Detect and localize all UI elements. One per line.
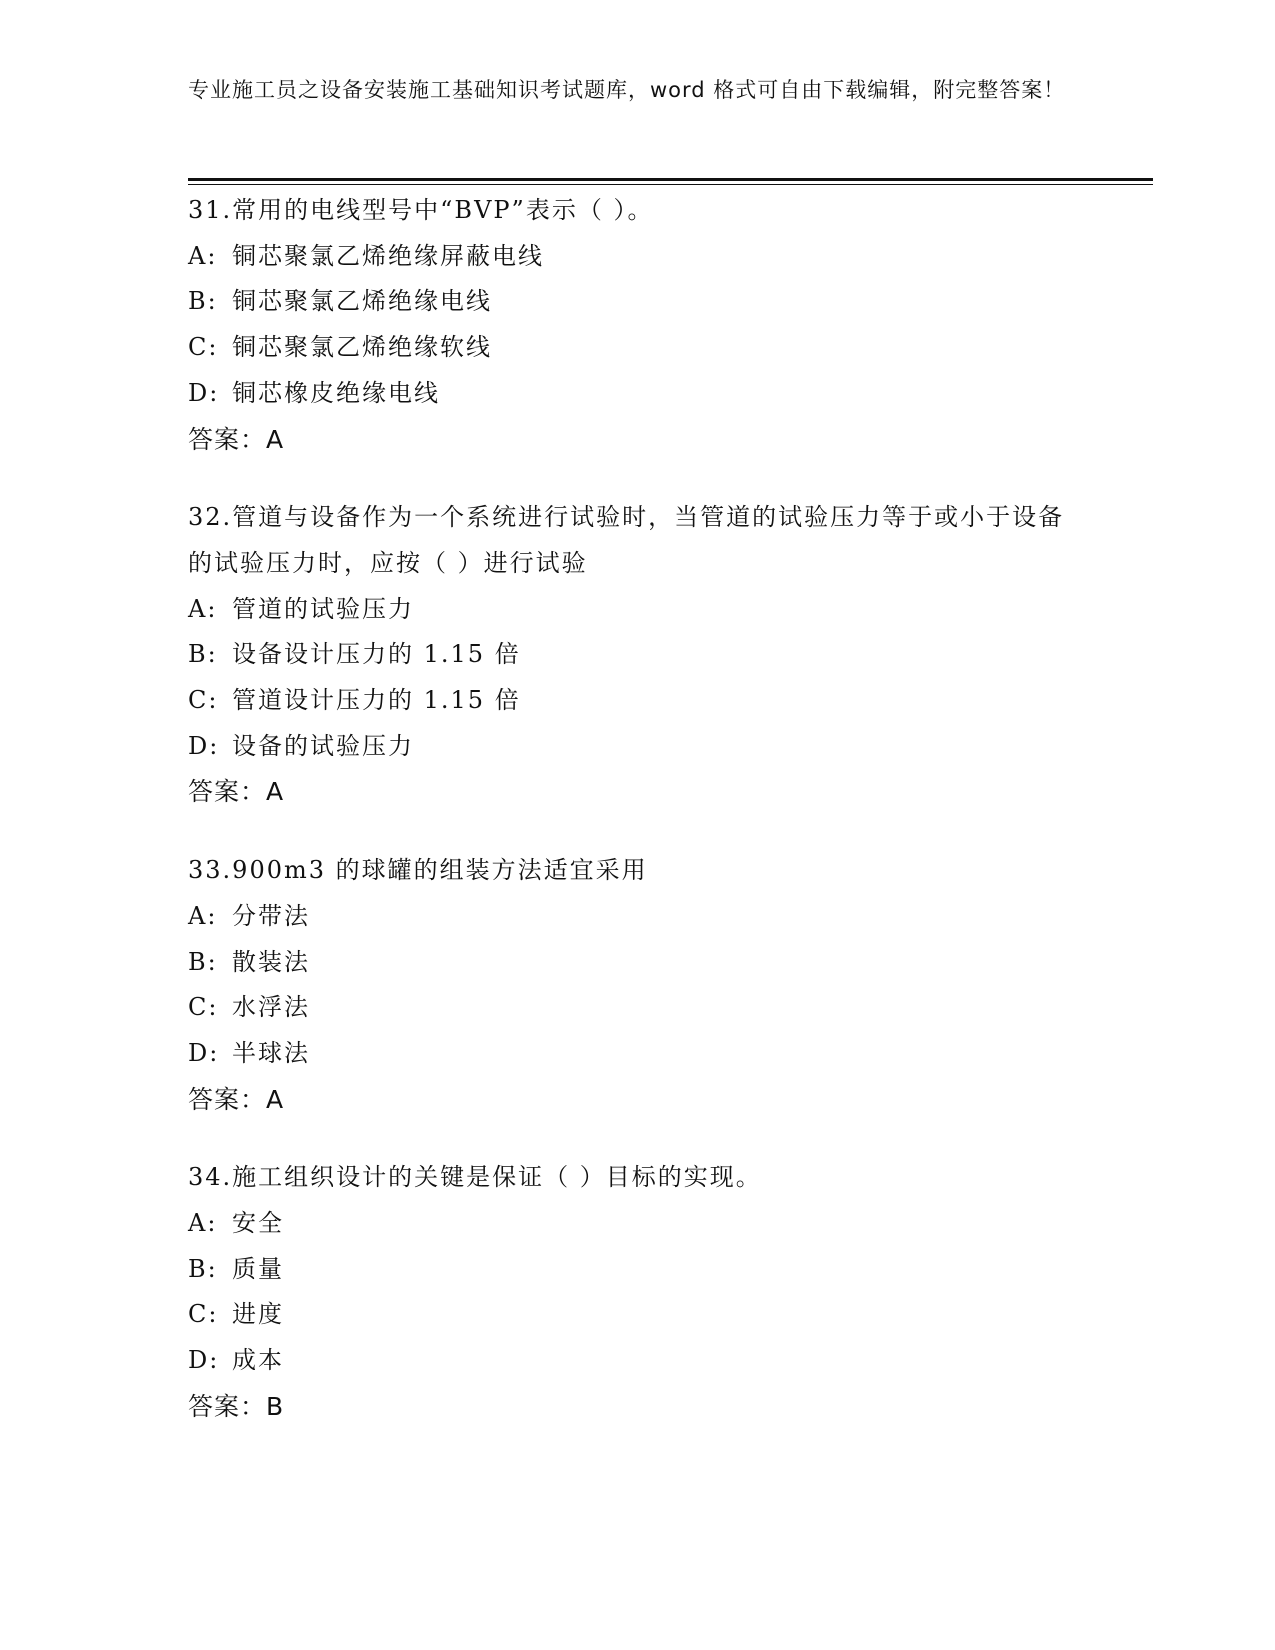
option-d: [188, 371, 1088, 417]
option-text: 散装法: [232, 947, 310, 976]
option-text: 设备设计压力的 1.15 倍: [232, 640, 521, 669]
option-c: [188, 678, 1088, 724]
answer-line: 答案：B: [188, 1391, 285, 1421]
option-letter: B:: [188, 287, 218, 316]
answer-line: 答案：A: [188, 424, 285, 454]
option-letter: A:: [188, 901, 218, 930]
option-b: [188, 1247, 1088, 1293]
option-letter: B:: [188, 640, 218, 669]
answer-line: 答案：A: [188, 1084, 285, 1114]
option-c: [188, 985, 1088, 1031]
option-text: 设备的试验压力: [232, 731, 414, 760]
header-divider-thick: [188, 178, 1153, 181]
option-text: 铜芯聚氯乙烯绝缘电线: [232, 287, 492, 316]
option-text: 进度: [232, 1300, 284, 1329]
option-letter: C:: [188, 1300, 219, 1329]
option-letter: D:: [188, 1346, 220, 1375]
option-text: 质量: [232, 1254, 284, 1283]
question-list: [188, 188, 1088, 1463]
question-stem: 31.常用的电线型号中“BVP”表示（ ）。: [188, 196, 654, 224]
question-32: [188, 495, 1088, 815]
option-letter: D:: [188, 731, 220, 760]
option-text: 管道的试验压力: [232, 594, 414, 623]
question-33: [188, 848, 1088, 1122]
option-text: 安全: [232, 1209, 284, 1238]
option-letter: B:: [188, 1254, 218, 1283]
option-d: [188, 724, 1088, 770]
option-a: [188, 1201, 1088, 1247]
option-letter: C:: [188, 333, 219, 362]
question-stem: 34.施工组织设计的关键是保证（ ）目标的实现。: [188, 1163, 762, 1192]
question-stem: 33.900m3 的球罐的组装方法适宜采用: [188, 856, 648, 885]
question-31: [188, 188, 1088, 462]
option-text: 分带法: [232, 901, 310, 930]
option-letter: C:: [188, 686, 219, 715]
option-b: [188, 279, 1088, 325]
option-a: [188, 587, 1088, 633]
option-text: 铜芯聚氯乙烯绝缘屏蔽电线: [232, 241, 544, 270]
option-letter: A:: [188, 1209, 218, 1238]
document-intro: 专业施工员之设备安装施工基础知识考试题库，word 格式可自由下载编辑，附完整答案！: [188, 78, 1066, 102]
option-text: 水浮法: [232, 993, 310, 1022]
option-letter: A:: [188, 594, 218, 623]
option-a: [188, 234, 1088, 280]
question-34: [188, 1155, 1088, 1429]
option-text: 铜芯聚氯乙烯绝缘软线: [232, 333, 492, 362]
option-letter: A:: [188, 241, 218, 270]
option-text: 管道设计压力的 1.15 倍: [232, 686, 521, 715]
option-letter: B:: [188, 947, 218, 976]
option-text: 成本: [232, 1346, 284, 1375]
option-c: [188, 325, 1088, 371]
question-stem: 32.管道与设备作为一个系统进行试验时，当管道的试验压力等于或小于设备的试验压力时，应按（ ）进行试验: [188, 503, 1065, 577]
answer-line: 答案：A: [188, 777, 285, 807]
option-c: [188, 1292, 1088, 1338]
option-letter: D:: [188, 378, 220, 407]
option-text: 半球法: [232, 1038, 310, 1067]
option-text: 铜芯橡皮绝缘电线: [232, 378, 440, 407]
option-letter: D:: [188, 1038, 220, 1067]
option-b: [188, 632, 1088, 678]
option-b: [188, 940, 1088, 986]
option-a: [188, 894, 1088, 940]
header-divider-thin: [188, 184, 1153, 185]
option-d: [188, 1338, 1088, 1384]
option-d: [188, 1031, 1088, 1077]
option-letter: C:: [188, 993, 219, 1022]
